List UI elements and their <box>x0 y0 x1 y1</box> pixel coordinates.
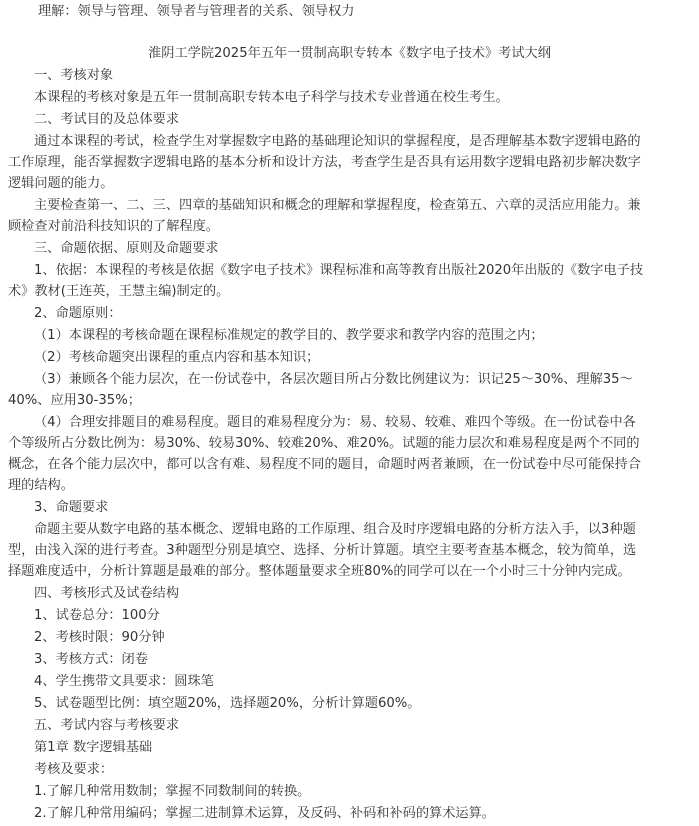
list-item: 4、学生携带文具要求：圆珠笔 <box>34 674 214 689</box>
paragraph-line: 40%、应用30-35%； <box>8 393 141 408</box>
subheading-line: 2、命题原则： <box>34 306 122 321</box>
list-item: 2、考核时限：90分钟 <box>34 630 165 645</box>
list-item: 5、试卷题型比例：填空题20%，选择题20%，分析计算题60%。 <box>34 696 421 711</box>
paragraph-line: 逻辑问题的能力。 <box>8 176 114 191</box>
paragraph-line: 型，由浅入深的进行考查。3种题型分别是填空、选择、分析计算题。填空主要考查基本概念，较为简单，选 <box>8 543 637 558</box>
paragraph-line: 概念，在各个能力层次中，都可以含有难、易程度不同的题目，命题时两者兼顾，在一份试卷中尽可能保持合 <box>8 457 641 472</box>
list-item: 2.了解几种常用编码；掌握二进制算术运算，及反码、补码和补码的算术运算。 <box>34 806 495 821</box>
paragraph-line: 个等级所占分数比例为：易30%、较易30%、较难20%、难20%。试题的能力层次和难易程度是两个不同的 <box>8 436 640 451</box>
list-item: 1.了解几种常用数制；掌握不同数制间的转换。 <box>34 784 311 799</box>
section-heading-4: 四、考核形式及试卷结构 <box>34 586 180 601</box>
intro-understanding-line: 理解：领导与管理、领导者与管理者的关系、领导权力 <box>38 4 355 19</box>
list-item: （2）考核命题突出课程的重点内容和基本知识； <box>34 350 320 365</box>
section-heading-3: 三、命题依据、原则及命题要求 <box>34 241 219 256</box>
section-heading-5: 五、考试内容与考核要求 <box>34 718 180 733</box>
list-item: 3、考核方式：闭卷 <box>34 652 148 667</box>
document-title: 淮阴工学院2025年五年一贯制高职专转本《数字电子技术》考试大纲 <box>148 46 551 61</box>
list-item: （1）本课程的考核命题在课程标准规定的教学目的、教学要求和教学内容的范围之内； <box>34 328 544 343</box>
list-item: （3）兼顾各个能力层次，在一份试卷中，各层次题目所占分数比例建议为：识记25～30%、理解35～ <box>34 372 633 387</box>
section-heading-2: 二、考试目的及总体要求 <box>34 112 180 127</box>
paragraph-line: 工作原理，能否掌握数字逻辑电路的基本分析和设计方法，考查学生是否具有运用数字逻辑电路初步解决数字 <box>8 155 641 170</box>
chapter-title: 第1章 数字逻辑基础 <box>34 740 153 755</box>
paragraph-line: 择题难度适中，分析计算题是最难的部分。整体题量要求全班80%的同学可以在一个小时三十分钟内完成。 <box>8 564 631 579</box>
paragraph-line: 主要检查第一、二、三、四章的基础知识和概念的理解和掌握程度，检查第五、六章的灵活应用能力。兼 <box>34 198 641 213</box>
subheading-line: 考核及要求： <box>34 762 114 777</box>
paragraph-line: 顾检查对前沿科技知识的了解程度。 <box>8 219 219 234</box>
list-item: （4）合理安排题目的难易程度。题目的难易程度分为：易、较易、较难、难四个等级。在一份试卷中各 <box>34 415 636 430</box>
paragraph-line: 命题主要从数字电路的基本概念、逻辑电路的工作原理、组合及时序逻辑电路的分析方法入手，以3种题 <box>34 522 636 537</box>
paragraph-line: 通过本课程的考试，检查学生对掌握数字电路的基础理论知识的掌握程度，是否理解基本数字逻辑电路的 <box>34 134 641 149</box>
paragraph-line: 理的结构。 <box>8 478 74 493</box>
list-item: 1、试卷总分：100分 <box>34 608 160 623</box>
subheading-line: 3、命题要求 <box>34 500 109 515</box>
section-heading-1: 一、考核对象 <box>34 68 114 83</box>
paragraph-line: 1、依据：本课程的考核是依据《数字电子技术》课程标准和高等教育出版社2020年出版的《数字电子技 <box>34 263 644 278</box>
paragraph-line: 术》教材(王连英，王慧主编)制定的。 <box>8 284 230 299</box>
paragraph-line: 本课程的考核对象是五年一贯制高职专转本电子科学与技术专业普通在校生考生。 <box>34 90 509 105</box>
